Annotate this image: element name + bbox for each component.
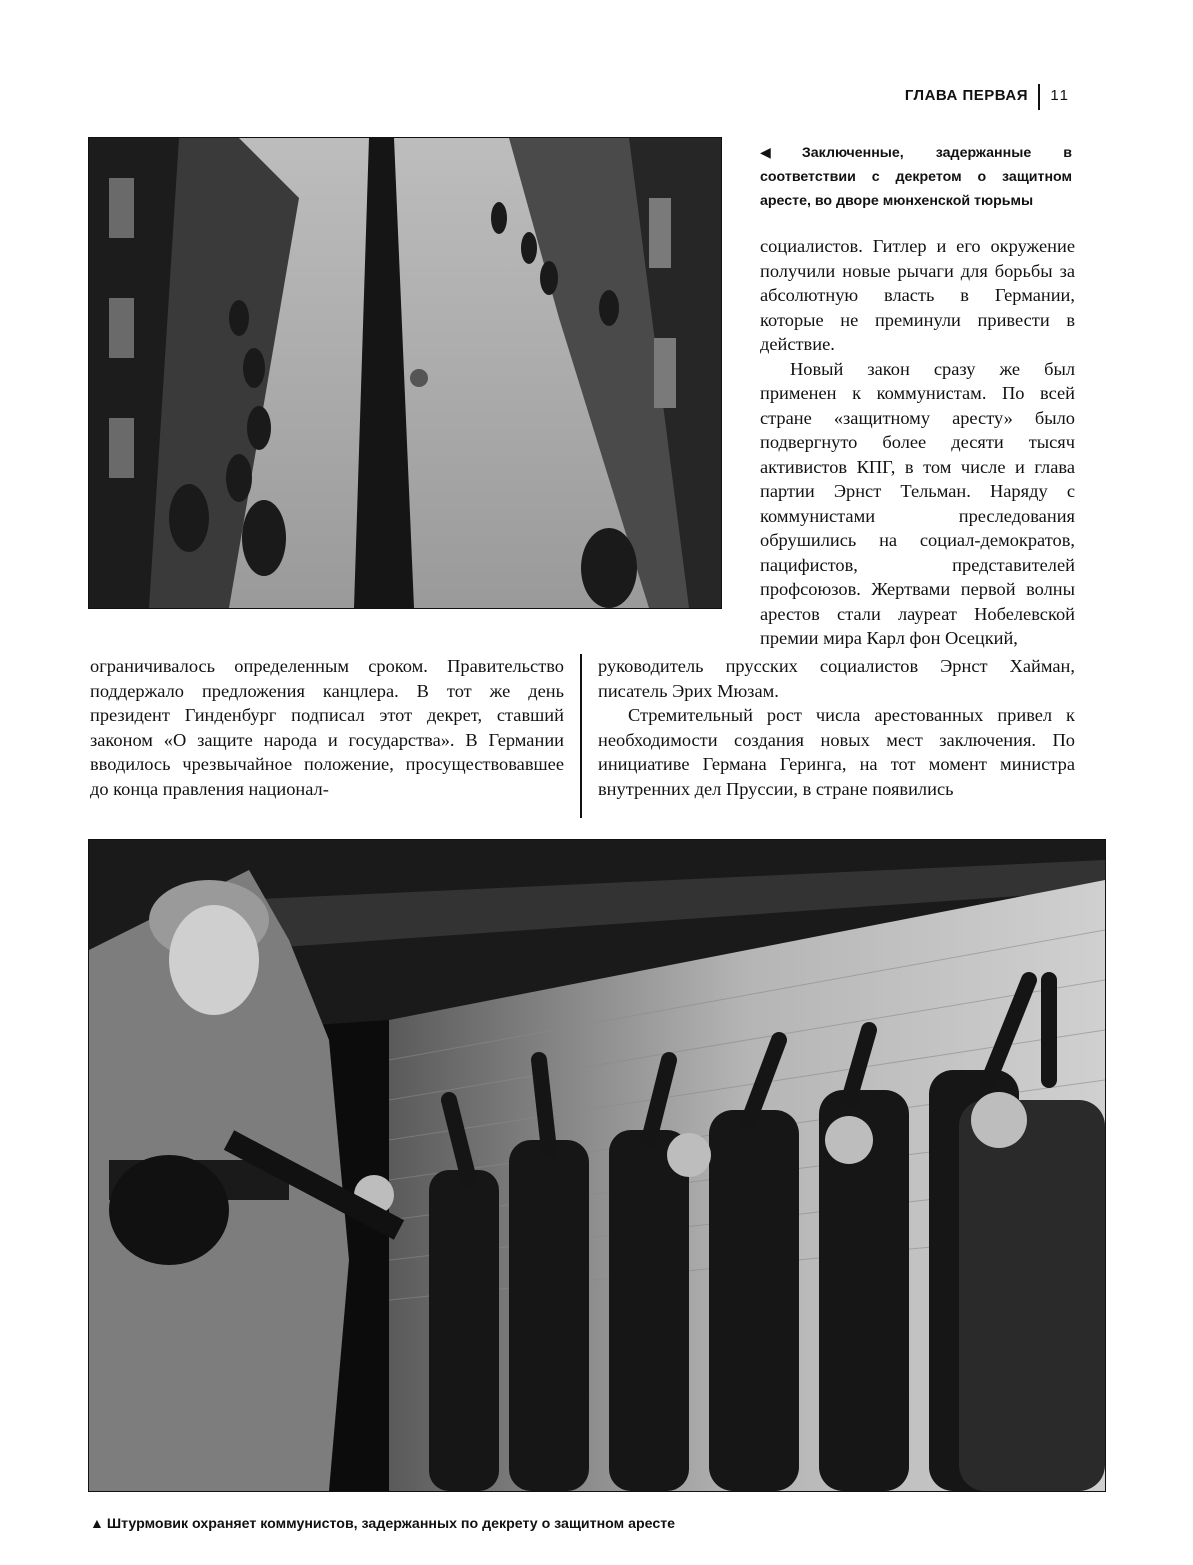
photo1-caption (760, 140, 1072, 213)
prison-yard-photo (88, 137, 722, 609)
paragraph: социалистов. Гитлер и его окружение получили новые рычаги для борьбы за абсолютную власть в Германии, которые не преминули привести в действие. (760, 236, 1075, 354)
paragraph: Новый закон сразу же был применен к коммунистам. По всей стране «защитному аресту» было подвергнуто более десяти тысяч активистов КПГ, в том числе и глава партии Эрнст Тельман. Наряду с коммунистами преследования обрушились на социал-демократов, пацифистов, представителей профсоюзов. Жертвами первой волны арестов стали лауреат Нобелевской премии мира Карл фон Осецкий, (760, 358, 1075, 648)
header-divider (1038, 84, 1040, 110)
paragraph: руководитель прусских социалистов Эрнст Хайман, писатель Эрих Мюзам. (598, 656, 1075, 701)
caption-pointer-icon: ▲ (90, 1515, 104, 1531)
text-column-right-top (760, 234, 1075, 651)
text-column-left (90, 654, 564, 801)
photo1-caption-text: Заключенные, задержанные в соответствии с декретом о защитном аресте, во дворе мюнхенской тюрьмы (760, 145, 1072, 209)
photo2-caption-text: Штурмовик охраняет коммунистов, задержанных по декрету о защитном аресте (106, 1516, 676, 1532)
column-divider (580, 654, 582, 818)
page-number: 11 (1050, 87, 1070, 104)
paragraph: ограничивалось определенным сроком. Правительство поддержало предложения канцлера. В тот же день президент Гинденбург подписал этот декрет, ставший законом «О защите народа и государства». В Германии вводилось чрезвычайное положение, просуществовавшее до конца правления национал- (90, 656, 564, 799)
running-header (880, 84, 1080, 112)
photo2-caption (90, 1512, 1090, 1535)
caption-pointer-icon: ◀ (760, 144, 799, 160)
paragraph: Стремительный рост числа арестованных привел к необходимости создания новых мест заключения. По инициативе Германа Геринга, на тот момент министра внутренних дел Пруссии, в стране появились (598, 705, 1075, 799)
chapter-title: ГЛАВА ПЕРВАЯ (904, 87, 1028, 104)
text-column-right-bottom (598, 654, 1075, 801)
stormtrooper-guard-photo (88, 839, 1106, 1492)
